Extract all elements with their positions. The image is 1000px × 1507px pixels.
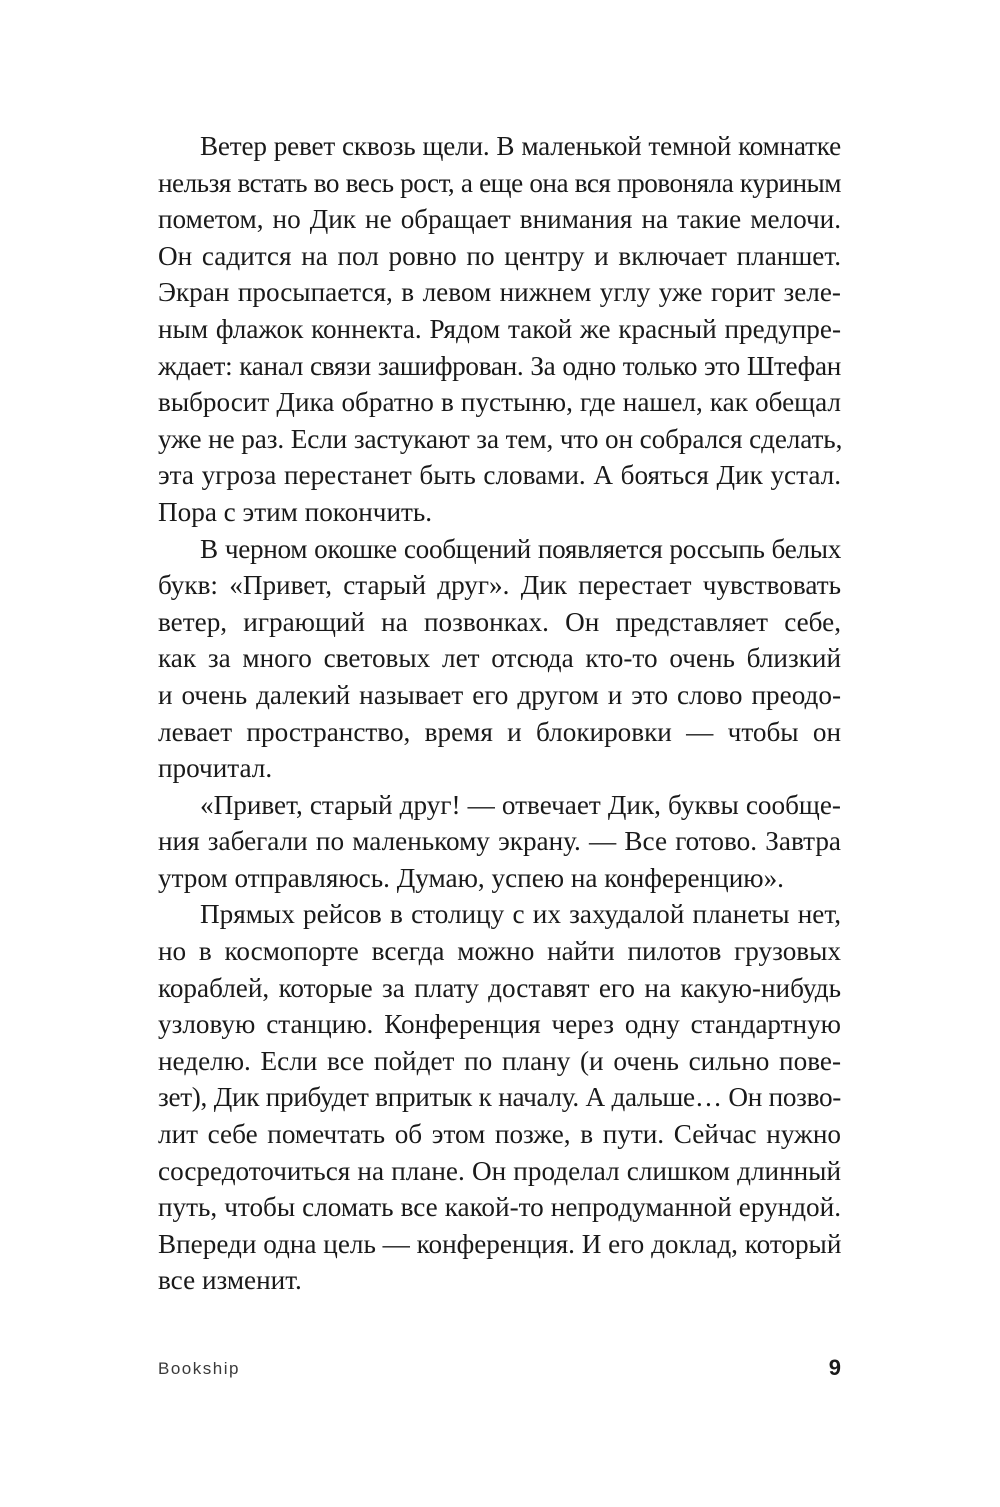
text-line: Пора с этим покончить.	[158, 496, 433, 527]
text-line: прочитал.	[158, 753, 273, 784]
text-line: Прямых рейсов в столицу с их захудалой планеты нет,	[200, 899, 841, 930]
text-line: Впереди одна цель — конференция. И его доклад, который	[158, 1228, 842, 1259]
text-line: неделю. Если все пойдет по плану (и очень сильно пове-	[158, 1045, 841, 1076]
text-line: эта угроза перестанет быть словами. А бояться Дик устал.	[158, 460, 841, 491]
text-line: сосредоточиться на плане. Он проделал слишком длинный	[158, 1155, 841, 1186]
text-line: ния забегали по маленькому экрану. — Все готово. Завтра	[158, 826, 841, 857]
text-line: зет), Дик прибудет впритык к началу. А дальше… Он позво-	[158, 1082, 841, 1113]
text-line: все изменит.	[158, 1265, 302, 1296]
text-line: и очень далекий называет его другом и это слово преодо-	[158, 679, 841, 710]
text-line: букв: «Привет, старый друг». Дик перестает чувствовать	[158, 570, 841, 601]
text-line: уже не раз. Если застукают за тем, что он собрался сделать,	[158, 423, 843, 454]
paragraph	[158, 531, 841, 787]
paragraph	[158, 787, 841, 897]
text-line: как за много световых лет отсюда кто-то очень близкий	[158, 643, 841, 674]
publisher-name: Bookship	[158, 1359, 240, 1378]
body-text	[158, 128, 841, 1299]
text-line: ждает: канал связи зашифрован. За одно только это Штефан	[158, 350, 841, 381]
text-line: нельзя встать во весь рост, а еще она вся провоняла куриным	[158, 167, 841, 198]
paragraph	[158, 896, 841, 1299]
text-line: кораблей, которые за плату доставят его на какую-нибудь	[158, 972, 841, 1003]
text-line: утром отправляюсь. Думаю, успею на конференцию».	[158, 862, 784, 893]
text-line: левает пространство, время и блокировки — чтобы он	[158, 716, 841, 747]
text-line: Экран просыпается, в левом нижнем углу уже горит зеле-	[158, 277, 841, 308]
text-line: «Привет, старый друг! — отвечает Дик, буквы сообще-	[200, 789, 841, 820]
text-line: путь, чтобы сломать все какой-то непродуманной ерундой.	[158, 1192, 841, 1223]
text-line: ным флажок коннекта. Рядом такой же красный предупре-	[158, 313, 841, 344]
text-line: лит себе помечтать об этом позже, в пути. Сейчас нужно	[158, 1119, 841, 1150]
paragraph	[158, 128, 841, 531]
text-line: В черном окошке сообщений появляется россыпь белых	[200, 533, 841, 564]
text-line: ветер, играющий на позвонках. Он представляет себе,	[158, 606, 841, 637]
text-line: Он садится на пол ровно по центру и включает планшет.	[158, 240, 841, 271]
text-line: выбросит Дика обратно в пустыню, где нашел, как обещал	[158, 387, 841, 418]
text-line: узловую станцию. Конференция через одну стандартную	[158, 1009, 841, 1040]
page-number: 9	[828, 1355, 841, 1380]
text-line: но в космопорте всегда можно найти пилотов грузовых	[158, 936, 841, 967]
text-line: пометом, но Дик не обращает внимания на такие мелочи.	[158, 204, 841, 235]
text-line: Ветер ревет сквозь щели. В маленькой темной комнатке	[200, 131, 841, 161]
